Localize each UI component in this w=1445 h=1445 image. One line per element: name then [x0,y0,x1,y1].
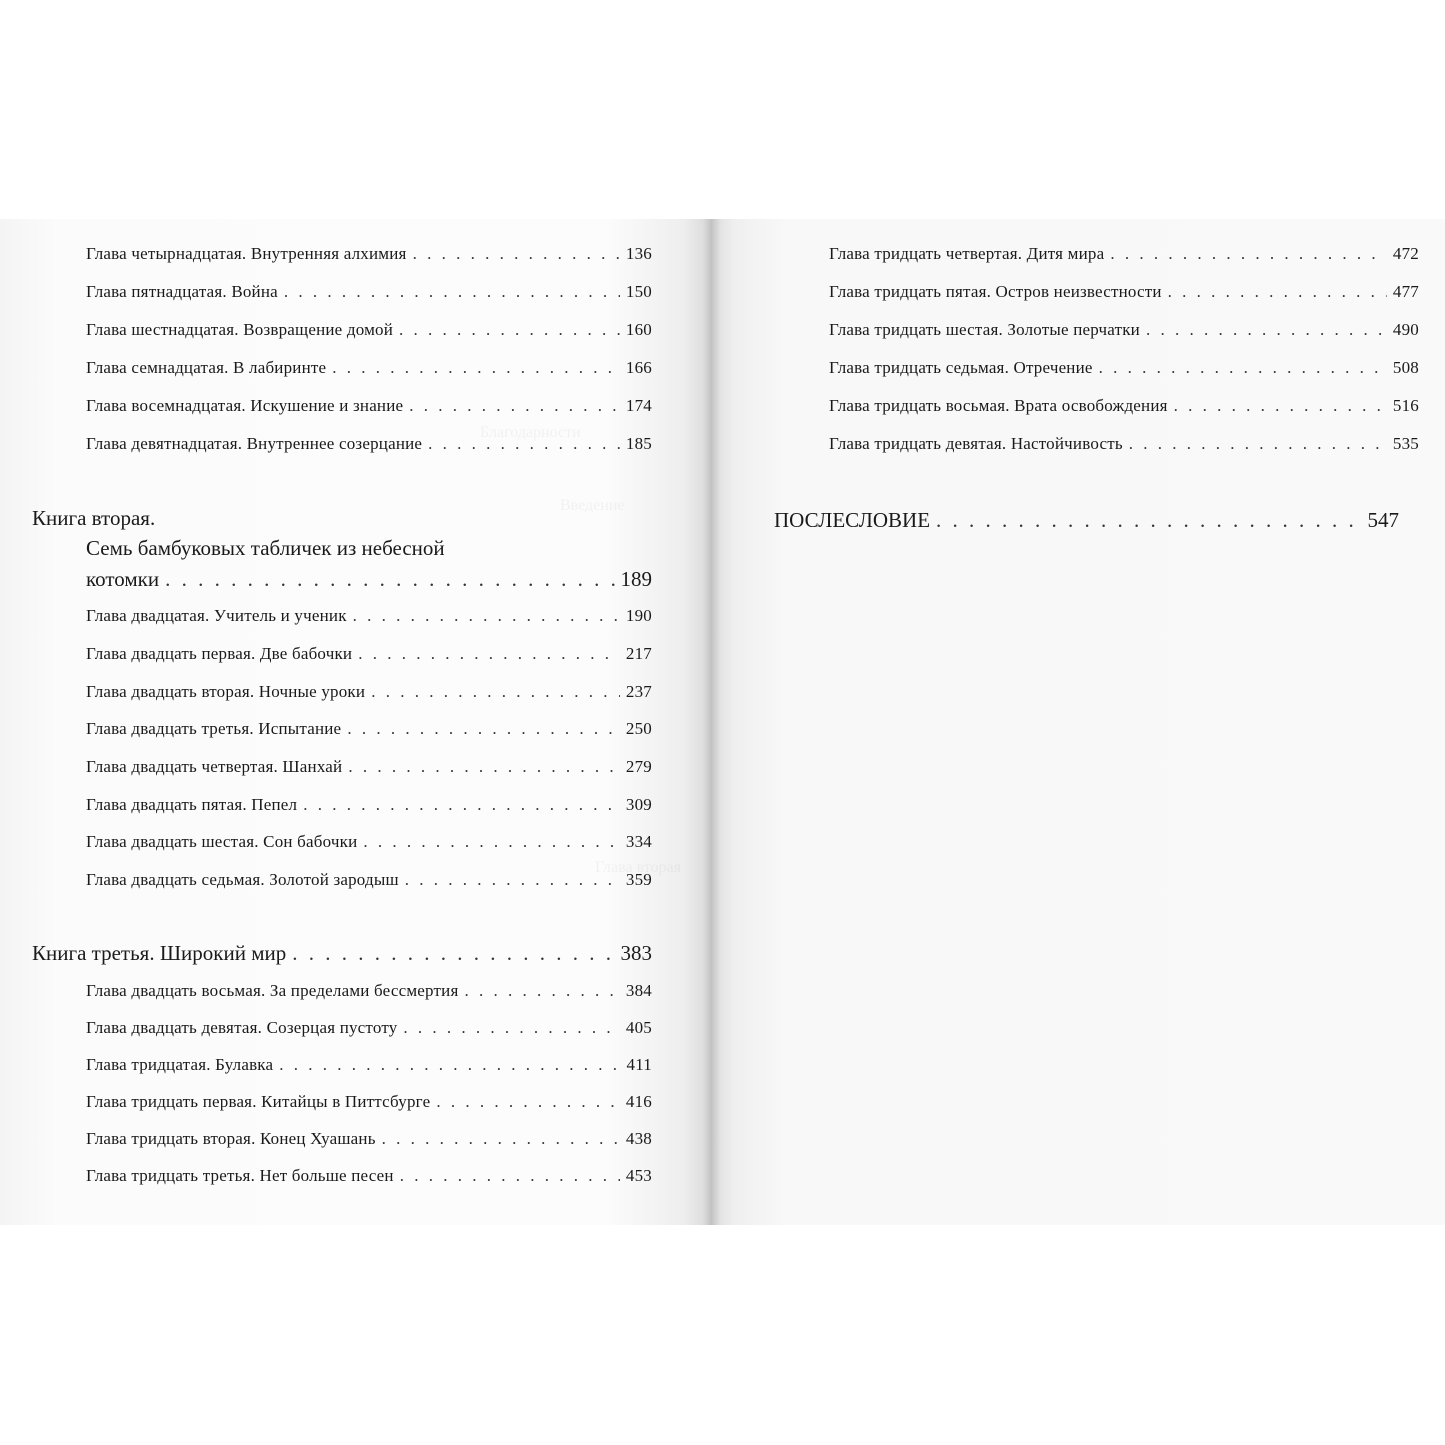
book-two-label[interactable]: Книга вторая. [32,506,156,530]
page-number: 279 [625,757,652,776]
dot-leader [1110,244,1387,264]
page-number: 309 [625,795,652,814]
page-number: 535 [1392,434,1419,453]
toc-entry[interactable] [86,606,652,626]
chapter-title: Глава двадцать шестая. Сон бабочки [86,832,358,851]
toc-entry[interactable] [829,396,1419,416]
chapter-title: Глава двадцать третья. Испытание [86,719,342,738]
dot-leader [363,832,620,852]
dot-leader [403,1018,619,1038]
chapter-title: Глава семнадцатая. В лабиринте [86,358,327,377]
chapter-title: Глава двадцать пятая. Пепел [86,795,298,814]
toc-entry[interactable] [829,434,1419,454]
book-three-label: Книга третья. Широкий мир [32,941,287,965]
page-number: 508 [1392,358,1419,377]
toc-entry[interactable] [86,434,652,454]
toc-entry[interactable] [829,320,1419,340]
dot-leader [284,282,620,302]
dot-leader [303,795,620,815]
toc-entry[interactable] [86,870,652,890]
toc-entry-afterword[interactable] [774,508,1399,533]
toc-entry[interactable] [86,719,652,739]
dot-leader [413,244,620,264]
chapter-title: Глава девятнадцатая. Внутреннее созерцание [86,434,423,453]
afterword-title: ПОСЛЕСЛОВИЕ [774,508,931,532]
page-number: 189 [620,567,652,591]
toc-entry[interactable] [86,832,652,852]
page-number: 383 [620,941,652,965]
chapter-title: Глава двадцать четвертая. Шанхай [86,757,343,776]
toc-entry[interactable] [86,244,652,264]
dot-leader [399,320,620,340]
book-spread [0,219,1445,1225]
page-number: 547 [1367,508,1399,532]
chapter-title: Глава пятнадцатая. Война [86,282,278,301]
page-number: 453 [625,1166,652,1185]
page-number: 237 [625,682,652,701]
page-number: 334 [625,832,652,851]
toc-entry[interactable] [86,1166,652,1186]
page-number: 166 [625,358,652,377]
toc-entry[interactable] [829,282,1419,302]
toc-entry-book-three[interactable] [32,941,652,966]
chapter-title: Глава тридцать первая. Китайцы в Питтсбурге [86,1092,431,1111]
chapter-title: Глава двадцать восьмая. За пределами бессмертия [86,981,459,1000]
page-number: 490 [1392,320,1419,339]
page-number: 160 [625,320,652,339]
chapter-title: Глава тридцатая. Булавка [86,1055,274,1074]
chapter-title: Глава двадцать девятая. Созерцая пустоту [86,1018,398,1037]
book-gutter [703,219,721,1225]
page-number: 416 [625,1092,652,1111]
page-number: 472 [1392,244,1419,263]
chapter-title: Глава тридцать шестая. Золотые перчатки [829,320,1140,339]
page-number: 250 [625,719,652,738]
chapter-title: Глава шестнадцатая. Возвращение домой [86,320,394,339]
chapter-title: Глава тридцать девятая. Настойчивость [829,434,1123,453]
dot-leader [353,606,620,626]
dot-leader [436,1092,620,1112]
dot-leader [279,1055,620,1075]
toc-entry[interactable] [86,757,652,777]
toc-entry[interactable] [86,320,652,340]
page-number: 438 [625,1129,652,1148]
dot-leader [405,870,620,890]
book-two-subtitle[interactable]: Семь бамбуковых табличек из небесной [86,536,445,560]
page-number: 477 [1392,282,1419,301]
toc-entry[interactable] [86,981,652,1001]
toc-entry[interactable] [829,244,1419,264]
dot-leader [348,757,620,777]
toc-entry[interactable] [86,682,652,702]
toc-entry[interactable] [829,358,1419,378]
right-page [712,219,1445,1225]
toc-entry[interactable] [86,358,652,378]
left-page [0,219,712,1225]
page-number: 411 [626,1055,652,1074]
dot-leader [332,358,620,378]
page-number: 384 [625,981,652,1000]
chapter-title: Глава двадцать первая. Две бабочки [86,644,353,663]
chapter-title: Глава тридцать вторая. Конец Хуашань [86,1129,376,1148]
toc-entry-book-two[interactable] [86,567,652,592]
toc-entry[interactable] [86,396,652,416]
dot-leader [358,644,620,664]
page-number: 405 [625,1018,652,1037]
toc-entry[interactable] [86,1129,652,1149]
dot-leader [409,396,620,416]
chapter-title: Глава тридцать седьмая. Отречение [829,358,1093,377]
page-number: 217 [625,644,652,663]
bleed-through-text [560,497,625,515]
toc-entry[interactable] [86,1055,652,1075]
page-number: 359 [625,870,652,889]
page-number: 516 [1392,396,1419,415]
toc-entry[interactable] [86,1092,652,1112]
toc-entry[interactable] [86,282,652,302]
dot-leader [464,981,619,1001]
chapter-title: Глава тридцать восьмая. Врата освобождения [829,396,1168,415]
page-number: 150 [625,282,652,301]
book-two-subtitle-end: котомки [86,567,160,591]
toc-entry[interactable] [86,795,652,815]
dot-leader [428,434,620,454]
dot-leader [1168,282,1387,302]
page-number: 185 [625,434,652,453]
page-number: 174 [625,396,652,415]
toc-entry[interactable] [86,1018,652,1038]
chapter-title: Глава тридцать пятая. Остров неизвестности [829,282,1162,301]
dot-leader [292,941,614,966]
dot-leader [1099,358,1387,378]
dot-leader [936,508,1361,533]
chapter-title: Глава двадцатая. Учитель и ученик [86,606,347,625]
toc-entry[interactable] [86,644,652,664]
dot-leader [382,1129,620,1149]
dot-leader [1174,396,1387,416]
chapter-title: Глава двадцать вторая. Ночные уроки [86,682,366,701]
dot-leader [347,719,620,739]
dot-leader [1146,320,1387,340]
page-number: 190 [625,606,652,625]
chapter-title: Глава тридцать четвертая. Дитя мира [829,244,1105,263]
chapter-title: Глава четырнадцатая. Внутренняя алхимия [86,244,407,263]
chapter-title: Глава тридцать третья. Нет больше песен [86,1166,394,1185]
chapter-title: Глава восемнадцатая. Искушение и знание [86,396,404,415]
chapter-title: Глава двадцать седьмая. Золотой зародыш [86,870,399,889]
dot-leader [165,567,614,592]
dot-leader [1129,434,1387,454]
dot-leader [371,682,620,702]
page-number: 136 [625,244,652,263]
dot-leader [400,1166,620,1186]
